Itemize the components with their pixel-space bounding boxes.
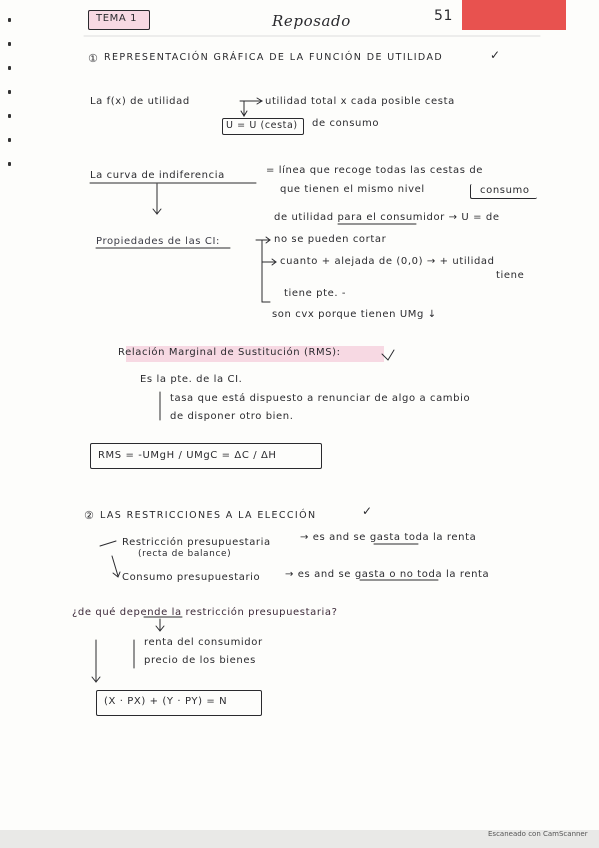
dependency-item: precio de los bienes bbox=[144, 655, 256, 666]
topic-tag: TEMA 1 bbox=[96, 13, 138, 24]
indifference-curve-def1: = línea que recoge todas las cestas de bbox=[266, 165, 484, 176]
properties-label: Propiedades de las CI: bbox=[96, 236, 220, 247]
budget-consumption-label: Consumo presupuestario bbox=[122, 572, 261, 583]
utility-function-label: La f(x) de utilidad bbox=[90, 96, 190, 107]
red-tab-marker bbox=[462, 0, 566, 30]
property-item-cont: tiene bbox=[496, 270, 525, 281]
section-number-1: ① bbox=[88, 52, 99, 65]
property-item: no se pueden cortar bbox=[274, 234, 387, 245]
section1-heading: REPRESENTACIÓN GRÁFICA DE LA FUNCIÓN DE UTILIDAD bbox=[104, 52, 444, 63]
scanner-watermark: Escaneado con CamScanner bbox=[488, 830, 588, 838]
dependency-question: ¿de qué depende la restricción presupuestaria? bbox=[72, 607, 338, 618]
utility-formula: U = U (cesta) bbox=[226, 120, 298, 131]
page-number: 51 bbox=[434, 8, 454, 24]
binder-hole bbox=[8, 18, 11, 22]
binder-hole bbox=[8, 138, 11, 142]
page-title: Reposado bbox=[272, 12, 351, 30]
section-number-2: ② bbox=[84, 509, 95, 522]
section2-heading: LAS RESTRICCIONES A LA ELECCIÓN bbox=[100, 510, 317, 521]
binder-hole bbox=[8, 90, 11, 94]
utility-function-definition: utilidad total x cada posible cesta bbox=[265, 96, 455, 107]
rms-line1: Es la pte. de la CI. bbox=[140, 374, 243, 385]
check-mark: ✓ bbox=[490, 48, 501, 62]
rms-line2: tasa que está dispuesto a renunciar de algo a cambio bbox=[170, 393, 471, 404]
binder-hole bbox=[8, 114, 11, 118]
binder-hole bbox=[8, 66, 11, 70]
property-item: tiene pte. - bbox=[284, 288, 347, 299]
indifference-curve-def2: que tienen el mismo nivel bbox=[280, 184, 425, 195]
budget-consumption-def: → es and se gasta o no toda la renta bbox=[285, 569, 490, 580]
utility-definition-cont: de consumo bbox=[312, 118, 380, 129]
binder-hole bbox=[8, 162, 11, 166]
dependency-item: renta del consumidor bbox=[144, 637, 263, 648]
rms-formula: RMS = -UMgH / UMgC = ΔC / ΔH bbox=[98, 450, 277, 461]
rms-heading: Relación Marginal de Sustitución (RMS): bbox=[118, 347, 341, 358]
property-item: son cvx porque tienen UMg ↓ bbox=[272, 309, 437, 320]
budget-formula: (X · PX) + (Y · PY) = N bbox=[104, 696, 228, 707]
rms-line3: de disponer otro bien. bbox=[170, 411, 294, 422]
indifference-curve-boxword: consumo bbox=[480, 185, 530, 196]
indifference-curve-label: La curva de indiferencia bbox=[90, 170, 225, 181]
budget-restriction-label: Restricción presupuestaria bbox=[122, 537, 271, 548]
binder-hole bbox=[8, 42, 11, 46]
property-item: cuanto + alejada de (0,0) → + utilidad bbox=[280, 256, 495, 267]
check-mark: ✓ bbox=[362, 504, 373, 518]
budget-restriction-sub: (recta de balance) bbox=[138, 549, 232, 559]
budget-restriction-def: → es and se gasta toda la renta bbox=[300, 532, 477, 543]
indifference-curve-def3: de utilidad para el consumidor → U = de bbox=[274, 212, 500, 223]
